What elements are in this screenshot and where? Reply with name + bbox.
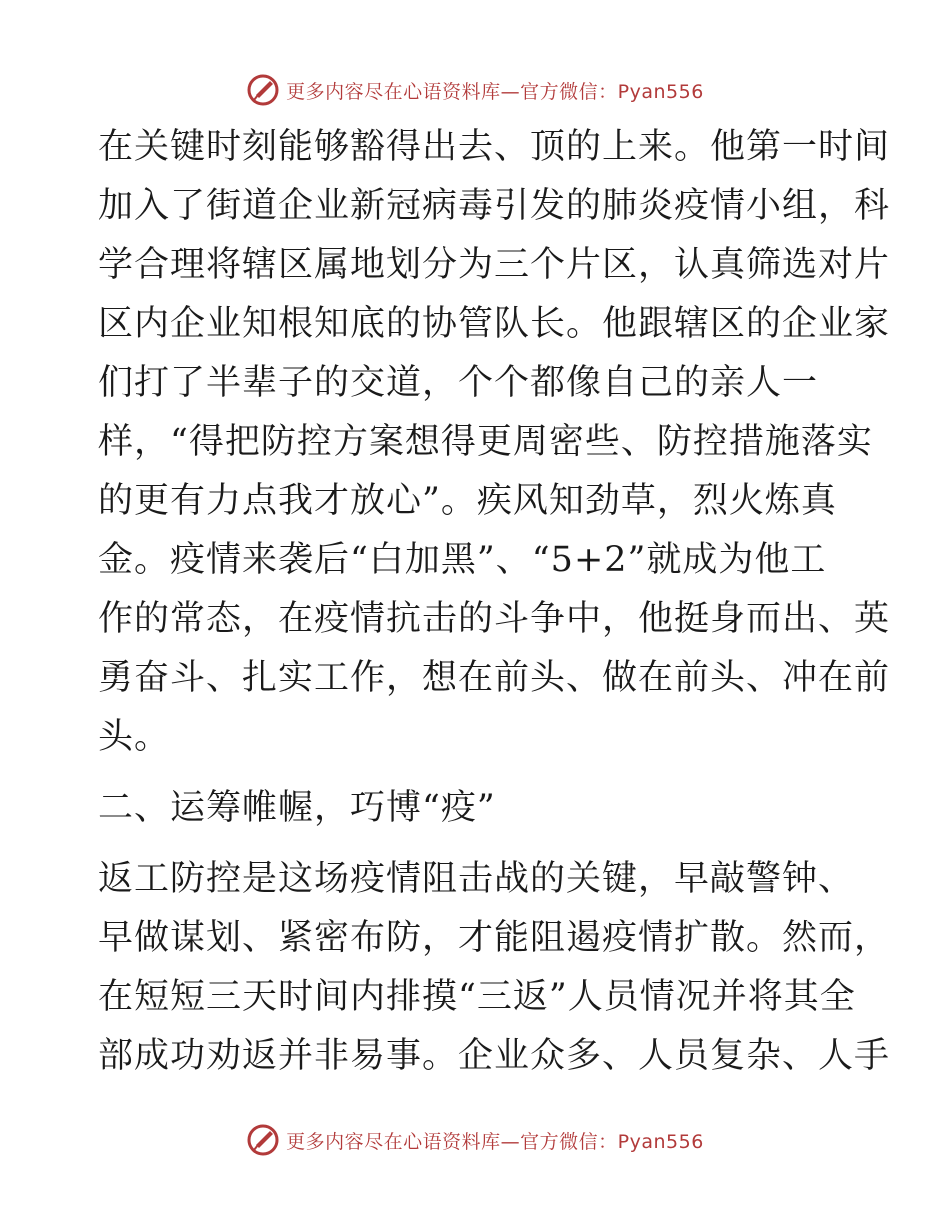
body-line: 加入了街道企业新冠病毒引发的肺炎疫情小组，科 bbox=[98, 186, 891, 226]
body-line: 样，“得把防控方案想得更周密些、防控措施落实 bbox=[98, 422, 873, 462]
header-banner bbox=[0, 70, 950, 110]
footer-banner bbox=[0, 1120, 950, 1160]
body-line: 的更有力点我才放心”。疾风知劲草，烈火炼真 bbox=[98, 481, 837, 521]
body-line: 勇奋斗、扎实工作，想在前头、做在前头、冲在前 bbox=[98, 658, 891, 698]
section-line: 部成功劝返并非易事。企业众多、人员复杂、人手 bbox=[98, 1036, 891, 1076]
body-line: 区内企业知根知底的协管队长。他跟辖区的企业家 bbox=[98, 304, 891, 344]
brand-logo-icon bbox=[246, 73, 280, 107]
body-line: 学合理将辖区属地划分为三个片区，认真筛选对片 bbox=[98, 245, 891, 285]
section-heading: 二、运筹帷幄，巧博“疫” bbox=[98, 788, 496, 828]
body-line: 在关键时刻能够豁得出去、顶的上来。他第一时间 bbox=[98, 127, 891, 167]
body-line: 头。 bbox=[98, 717, 171, 757]
body-line: 金。疫情来袭后“白加黑”、“5+2”就成为他工 bbox=[98, 540, 827, 580]
document-body bbox=[98, 118, 891, 1086]
section-line: 在短短三天时间内排摸“三返”人员情况并将其全 bbox=[98, 977, 856, 1017]
banner-text: 更多内容尽在心语资料库—官方微信：Pyan556 bbox=[286, 80, 704, 103]
banner-text: 更多内容尽在心语资料库—官方微信：Pyan556 bbox=[286, 1130, 704, 1153]
body-line: 作的常态，在疫情抗击的斗争中，他挺身而出、英 bbox=[98, 599, 891, 639]
body-line: 们打了半辈子的交道，个个都像自己的亲人一 bbox=[98, 363, 819, 403]
section-line: 返工防控是这场疫情阻击战的关键，早敲警钟、 bbox=[98, 859, 855, 899]
brand-logo-icon bbox=[246, 1123, 280, 1157]
section-line: 早做谋划、紧密布防，才能阻遏疫情扩散。然而， bbox=[98, 918, 891, 958]
